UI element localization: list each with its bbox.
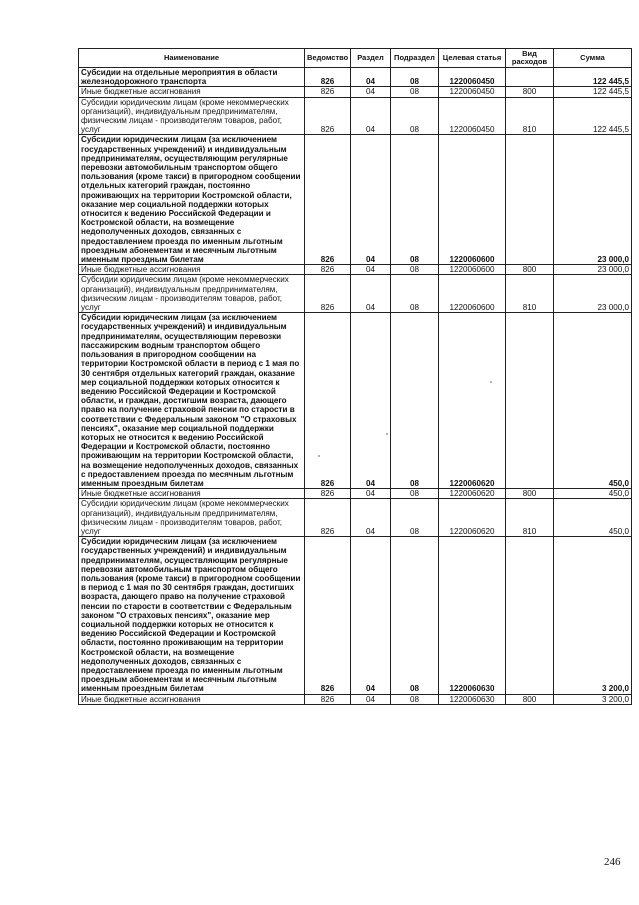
cell-razdel: 04 (351, 97, 391, 135)
cell-statya: 1220060620 (439, 499, 506, 537)
cell-name: Иные бюджетные ассигнования (79, 87, 305, 97)
table-row (79, 265, 632, 275)
cell-razdel: 04 (351, 68, 391, 87)
cell-ved: 826 (305, 499, 351, 537)
cell-ved: 826 (305, 489, 351, 499)
cell-name: Субсидии на отдельные мероприятия в области железнодорожного транспорта (79, 68, 305, 87)
cell-name: Субсидии юридическим лицам (за исключением государственных учреждений) и индивидуальным предпринимателям, осуществляющим регулярные перевозки автомобильным транспортом общего пользования (кроме такси) в пригородном сообщении отдельных категорий граждан, постоянно проживающих на территории Костромской области, оказание мер социальной поддержки которых относится к ведению Российской Федерации и Костромской области, на возмещение недополученных доходов, связанных с предоставлением проезда по именным льготным проездным абонементам и месячным льготным именным проездным билетам (79, 135, 305, 265)
table-row (79, 275, 632, 313)
cell-podrazdel: 08 (391, 87, 439, 97)
table-row (79, 135, 632, 265)
col-header-name: Наименование (79, 49, 305, 68)
cell-podrazdel: 08 (391, 313, 439, 489)
cell-vid (506, 537, 554, 694)
scan-speck (490, 381, 492, 383)
cell-statya: 1220060450 (439, 68, 506, 87)
cell-vid: 800 (506, 489, 554, 499)
table-header-row (79, 49, 632, 68)
cell-podrazdel: 08 (391, 694, 439, 704)
table-row (79, 489, 632, 499)
cell-summa: 23 000,0 (554, 265, 632, 275)
cell-vid: 810 (506, 499, 554, 537)
cell-razdel: 04 (351, 537, 391, 694)
cell-summa: 450,0 (554, 313, 632, 489)
table-row (79, 537, 632, 694)
cell-summa: 450,0 (554, 499, 632, 537)
cell-vid: 800 (506, 87, 554, 97)
table-row (79, 694, 632, 704)
cell-summa: 23 000,0 (554, 275, 632, 313)
cell-razdel: 04 (351, 694, 391, 704)
cell-ved: 826 (305, 265, 351, 275)
table-row (79, 499, 632, 537)
cell-vid (506, 68, 554, 87)
col-header-podrazdel: Подраздел (391, 49, 439, 68)
cell-podrazdel: 08 (391, 499, 439, 537)
cell-name: Субсидии юридическим лицам (кроме некоммерческих организаций), индивидуальным предпринимателям, физическим лицам - производителям товаров, работ, услуг (79, 499, 305, 537)
col-header-razdel: Раздел (351, 49, 391, 68)
cell-razdel: 04 (351, 265, 391, 275)
table-row (79, 97, 632, 135)
cell-podrazdel: 08 (391, 265, 439, 275)
cell-podrazdel: 08 (391, 537, 439, 694)
cell-vid: 800 (506, 265, 554, 275)
cell-vid: 810 (506, 97, 554, 135)
cell-ved: 826 (305, 275, 351, 313)
cell-razdel: 04 (351, 135, 391, 265)
cell-podrazdel: 08 (391, 135, 439, 265)
table-row (79, 87, 632, 97)
cell-name: Иные бюджетные ассигнования (79, 265, 305, 275)
cell-statya: 1220060630 (439, 694, 506, 704)
cell-razdel: 04 (351, 499, 391, 537)
cell-podrazdel: 08 (391, 489, 439, 499)
budget-table (78, 48, 632, 705)
table-row (79, 68, 632, 87)
cell-statya: 1220060450 (439, 87, 506, 97)
cell-podrazdel: 08 (391, 275, 439, 313)
cell-summa: 122 445,5 (554, 87, 632, 97)
cell-statya: 1220060600 (439, 265, 506, 275)
page-number: 246 (604, 856, 621, 868)
cell-statya: 1220060600 (439, 275, 506, 313)
cell-vid (506, 313, 554, 489)
cell-ved: 826 (305, 694, 351, 704)
cell-ved: 826 (305, 313, 351, 489)
scan-speck (386, 433, 388, 435)
cell-statya: 1220060630 (439, 537, 506, 694)
cell-name: Субсидии юридическим лицам (за исключением государственных учреждений) и индивидуальным предпринимателям, осуществляющим регулярные перевозки автомобильным транспортом общего пользования (кроме такси) в пригородном сообщении в период с 1 мая по 30 сентября граждан, достигших возраста, дающего право на получение страховой пенсии по старости в соответствии с Федеральным законом "О страховых пенсиях", оказание мер социальной поддержки которых не относится к ведению Российской Федерации и Костромской области, постоянно проживающим на территории Костромской области, на возмещение недополученных доходов, связанных с предоставлением проезда по именным льготным проездным абонементам и месячным льготным именным проездным билетам (79, 537, 305, 694)
cell-razdel: 04 (351, 87, 391, 97)
cell-summa: 122 445,5 (554, 97, 632, 135)
cell-vid (506, 135, 554, 265)
cell-ved: 826 (305, 68, 351, 87)
cell-summa: 23 000,0 (554, 135, 632, 265)
cell-name: Субсидии юридическим лицам (за исключением государственных учреждений) и индивидуальным предпринимателям, осуществляющим перевозки пассажирским водным транспортом общего пользования в пригородном сообщении на территории Костромской области в период с 1 мая по 30 сентября отдельных категорий граждан, оказание мер социальной поддержки которых относится к ведению Российской Федерации и Костромской области, и граждан, достигшим возраста, дающего право на получение страховой пенсии по старости в соответствии с Федеральным законом "О страховых пенсиях", оказание мер социальной поддержки которых не относится к ведению Российской Федерации и Костромской области, постоянно проживающим на территории Костромской области, на возмещение недополученных доходов, связанных с предоставлением проезда по месячным льготным именным проездным билетам (79, 313, 305, 489)
col-header-vid: Вид расходов (506, 49, 554, 68)
cell-summa: 3 200,0 (554, 537, 632, 694)
cell-statya: 1220060620 (439, 313, 506, 489)
cell-name: Иные бюджетные ассигнования (79, 489, 305, 499)
cell-podrazdel: 08 (391, 97, 439, 135)
col-header-ved: Ведомство (305, 49, 351, 68)
cell-podrazdel: 08 (391, 68, 439, 87)
cell-statya: 1220060450 (439, 97, 506, 135)
cell-razdel: 04 (351, 275, 391, 313)
cell-razdel: 04 (351, 489, 391, 499)
cell-ved: 826 (305, 97, 351, 135)
cell-name: Субсидии юридическим лицам (кроме некоммерческих организаций), индивидуальным предпринимателям, физическим лицам - производителям товаров, работ, услуг (79, 275, 305, 313)
cell-ved: 826 (305, 135, 351, 265)
cell-summa: 450,0 (554, 489, 632, 499)
cell-ved: 826 (305, 537, 351, 694)
table-body (79, 68, 632, 705)
cell-statya: 1220060620 (439, 489, 506, 499)
scan-speck (318, 455, 320, 457)
col-header-statya: Целевая статья (439, 49, 506, 68)
table-row (79, 313, 632, 489)
cell-name: Иные бюджетные ассигнования (79, 694, 305, 704)
cell-razdel: 04 (351, 313, 391, 489)
cell-ved: 826 (305, 87, 351, 97)
cell-vid: 810 (506, 275, 554, 313)
cell-statya: 1220060600 (439, 135, 506, 265)
cell-summa: 122 445,5 (554, 68, 632, 87)
cell-vid: 800 (506, 694, 554, 704)
cell-summa: 3 200,0 (554, 694, 632, 704)
col-header-summa: Сумма (554, 49, 632, 68)
cell-name: Субсидии юридическим лицам (кроме некоммерческих организаций), индивидуальным предпринимателям, физическим лицам - производителям товаров, работ, услуг (79, 97, 305, 135)
